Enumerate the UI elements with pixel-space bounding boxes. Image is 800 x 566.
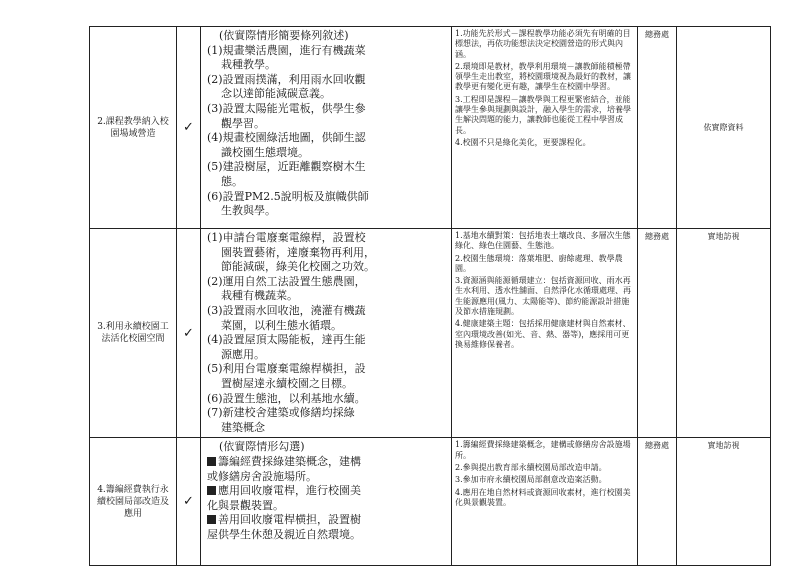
content-line [207,377,447,392]
content-line [207,190,447,205]
content-text: 栽種教學。 [221,58,276,72]
note-item: 3.工程即是課程－讓教學與工程更緊密結合，並能讓學生參與規劃與設計，融入學生的需求，培養學生解決問題的能力，讓教師也能從工程中學習成長。 [455,94,631,135]
content-text: (4)設置屋頂太陽能板，達再生能 [207,333,366,347]
content-text: 善用回收廢電桿横担，設置樹 [218,513,361,527]
criteria-notes [452,27,638,229]
filled-checkbox-icon [207,515,216,524]
responsible-unit: 總務處 [638,438,677,566]
note-item: 4.校園不只是綠化美化，更要課程化。 [455,137,591,147]
criteria-notes [452,229,638,438]
content-line [207,333,447,348]
content-line [207,484,447,499]
content-text: 屋供學生休憩及親近自然環境。 [207,527,361,541]
content-line [207,499,447,514]
note-item: 1.基地水續對策：包括地表土壤改良、多層次生態綠化、綠色住園藝、生態池。 [455,231,631,251]
content-line [207,44,447,59]
content-text: (6)設置生態池，以利基地水續。 [207,391,366,405]
content-text: 化與景觀裝置。 [207,498,284,512]
content-line [207,102,447,117]
content-text: (依實際情形勾選) [219,440,305,454]
content-line [207,87,447,102]
content-text: 或修繕房舍設施場所。 [207,469,317,483]
content-text: 態。 [221,174,243,188]
content-line [207,421,447,436]
checkmark: ✓ [177,27,201,229]
note-item: 2.環境即是教材，教學利用環境－讓教師能積極帶領學生走出教室，將校園環境視為最好的教材，讓教學更有變化更有趣，讓學生在校園中學習。 [455,61,631,92]
note-item: 2.校園生態環境：落葉堆肥、廚餘處理、教學農園。 [455,253,623,273]
content-line [207,348,447,363]
content-text: (4)規畫校園綠活地圖，供師生認 [207,131,366,145]
content-line [207,175,447,190]
content-text: (2)設置雨撲滿，利用雨水回收觀 [207,72,366,86]
content-text: 建築概念 [221,420,265,434]
content-line [207,440,447,455]
content-line [207,131,447,146]
content-line [207,146,447,161]
implementation-content [201,229,452,438]
criteria-notes [452,438,638,566]
content-text: 應用回收廢電桿，進行校園美 [218,484,361,498]
content-text: (5)利用台電廢棄電線桿橫担，設 [207,362,366,376]
content-line [207,289,447,304]
table-row [90,229,771,438]
content-line [207,406,447,421]
content-text: 念以達節能減碳意義。 [221,87,331,101]
content-text: 源應用。 [221,347,265,361]
content-text: 置樹屋達永續校園之目標。 [221,376,353,390]
responsible-unit: 總務處 [638,229,677,438]
filled-checkbox-icon [207,486,216,495]
evaluation-table [89,26,771,566]
content-text: (2)運用自然工法設置生態農園， [207,274,366,288]
implementation-content [201,438,452,566]
content-line [207,513,447,528]
content-line [207,392,447,407]
content-text: (3)設置雨水回收池，澆灌有機蔬 [207,303,366,317]
content-line [207,58,447,73]
note-item: 2.參與提出教育部永續校園局部改造申請。 [455,462,607,472]
table-row [90,438,771,566]
item-label: 3.利用永續校園工法活化校園空間 [90,229,177,438]
content-line [207,528,447,543]
note-item: 3.資源涵與能源循環建立：包括資源回收、雨水再生水利用、透水性舖面、自然淨化水循環處理、再生能源應用(風力、太陽能等)、節約能源設計措施及節水措施規劃。 [455,276,631,317]
content-text: 生教與學。 [221,204,276,218]
content-line [207,362,447,377]
content-text: 觀學習。 [221,116,265,130]
note-item: 4.健康建築主題：包括採用健康建材與自然素材、室內環境改善(如光、音、熱、器等)，應採用可更換易維修保養者。 [455,319,631,349]
content-text: (依實際情形簡要條列敘述) [219,29,349,42]
verification-method: 實地訪視 [677,438,771,566]
content-line [207,470,447,485]
note-item: 1.籌編經費採綠建築概念，建構或修繕房舍設施場所。 [455,440,631,460]
item-label: 4.籌編經費執行永續校園局部改造及應用 [90,438,177,566]
verification-method: 依實際資料 [677,27,771,229]
implementation-content [201,27,452,229]
note-item: 1.功能先於形式－課程教學功能必須先有明確的目標想法，再依功能想法決定校園營造的形式與內涵。 [455,29,631,59]
note-item: 4.應用在地自然材料或資源回收素材，進行校園美化與景觀裝置。 [455,487,631,507]
responsible-unit: 總務處 [638,27,677,229]
content-line [207,29,447,44]
verification-method: 實地訪視 [677,229,771,438]
checkmark: ✓ [177,229,201,438]
content-line [207,117,447,132]
content-text: 栽種有機蔬菜。 [221,289,298,303]
note-item: 3.參加市府永續校園局部創意改造案活動。 [455,475,607,485]
content-line [207,455,447,470]
table-row [90,27,771,229]
item-label: 2.課程教學納入校園場域營造 [90,27,177,229]
content-text: (3)設置太陽能光電板，供學生參 [207,101,366,115]
content-line [207,73,447,88]
filled-checkbox-icon [207,457,216,466]
content-text: 菜園，以利生態水循環。 [221,318,342,332]
content-line [207,319,447,334]
content-text: 園裝置藝術，達廢棄物再利用， [221,245,375,259]
content-text: 節能減碳，綠美化校園之功效。 [221,260,375,274]
content-line [207,260,447,275]
checkmark: ✓ [177,438,201,566]
content-text: (1)申請台電廢棄電線桿，設置校 [207,231,366,244]
content-text: (5)建設樹屋，近距離觀察樹木生 [207,160,366,174]
content-line [207,231,447,246]
content-text: (1)規畫樂活農園，進行有機蔬菜 [207,43,366,57]
content-text: 籌編經費採綠建築概念，建構 [218,454,361,468]
content-text: (7)新建校舍建築或修繕均採綠 [207,406,355,420]
content-line [207,246,447,261]
content-line [207,204,447,219]
content-line [207,304,447,319]
content-line [207,275,447,290]
content-line [207,160,447,175]
content-text: (6)設置PM2.5說明板及旗幟供師 [207,189,369,203]
content-text: 識校園生態環境。 [221,145,309,159]
